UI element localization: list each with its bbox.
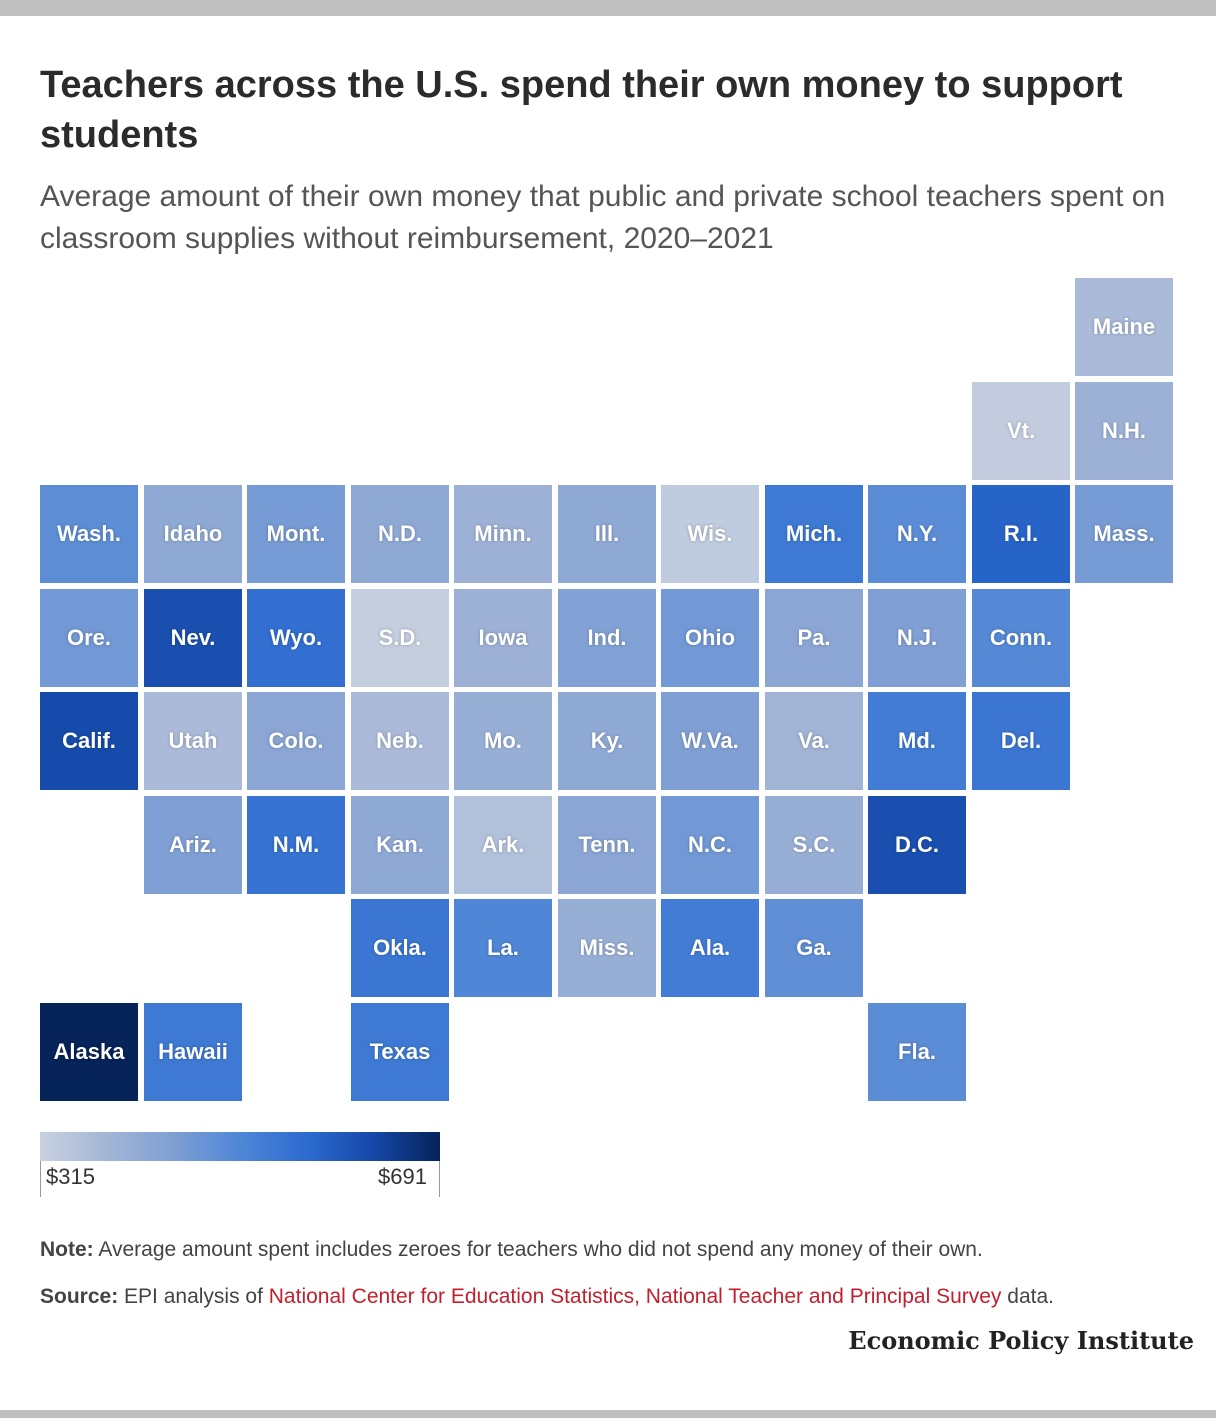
state-tile-wyo: Wyo. — [247, 589, 345, 687]
chart-note — [40, 1236, 1190, 1264]
state-tile-r-i: R.I. — [972, 485, 1070, 583]
state-tile-n-y: N.Y. — [868, 485, 966, 583]
state-tile-neb: Neb. — [351, 692, 449, 790]
state-tile-s-c: S.C. — [765, 796, 863, 894]
state-tile-ohio: Ohio — [661, 589, 759, 687]
state-tile-n-h: N.H. — [1075, 382, 1173, 480]
state-tile-miss: Miss. — [558, 899, 656, 997]
state-tile-ariz: Ariz. — [144, 796, 242, 894]
state-tile-colo: Colo. — [247, 692, 345, 790]
state-tile-idaho: Idaho — [144, 485, 242, 583]
state-tile-s-d: S.D. — [351, 589, 449, 687]
state-tile-mich: Mich. — [765, 485, 863, 583]
state-tile-iowa: Iowa — [454, 589, 552, 687]
state-tile-n-d: N.D. — [351, 485, 449, 583]
state-tile-la: La. — [454, 899, 552, 997]
source-text-after: data. — [1001, 1285, 1054, 1308]
legend-max-label: $691 — [378, 1164, 427, 1189]
state-tile-ala: Ala. — [661, 899, 759, 997]
chart-title: Teachers across the U.S. spend their own money to support students — [40, 64, 1123, 156]
state-tile-nev: Nev. — [144, 589, 242, 687]
state-tile-del: Del. — [972, 692, 1070, 790]
state-tile-ore: Ore. — [40, 589, 138, 687]
state-tile-d-c: D.C. — [868, 796, 966, 894]
state-tile-va: Va. — [765, 692, 863, 790]
state-tile-alaska: Alaska — [40, 1003, 138, 1101]
state-tile-fla: Fla. — [868, 1003, 966, 1101]
state-tile-ky: Ky. — [558, 692, 656, 790]
state-tile-n-c: N.C. — [661, 796, 759, 894]
chart-source — [40, 1280, 1190, 1314]
state-tile-mont: Mont. — [247, 485, 345, 583]
state-tile-minn: Minn. — [454, 485, 552, 583]
color-scale-legend — [40, 1132, 440, 1161]
state-tile-hawaii: Hawaii — [144, 1003, 242, 1101]
state-tile-n-m: N.M. — [247, 796, 345, 894]
state-tile-ill: Ill. — [558, 485, 656, 583]
state-tile-wis: Wis. — [661, 485, 759, 583]
state-tile-md: Md. — [868, 692, 966, 790]
state-tile-okla: Okla. — [351, 899, 449, 997]
state-tile-maine: Maine — [1075, 278, 1173, 376]
state-tile-ga: Ga. — [765, 899, 863, 997]
note-text: Average amount spent includes zeroes for teachers who did not spend any money of their own. — [93, 1238, 983, 1261]
note-label: Note: — [40, 1238, 94, 1261]
state-tile-n-j: N.J. — [868, 589, 966, 687]
state-tile-ind: Ind. — [558, 589, 656, 687]
legend-min-tick — [40, 1161, 41, 1197]
chart-subtitle: Average amount of their own money that public and private school teachers spent on classroom supplies without reimbursement, 2020–2021 — [40, 180, 1166, 255]
state-tile-w-va: W.Va. — [661, 692, 759, 790]
legend-min-label: $315 — [46, 1164, 95, 1189]
state-tile-utah: Utah — [144, 692, 242, 790]
state-tile-kan: Kan. — [351, 796, 449, 894]
source-label: Source: — [40, 1285, 119, 1308]
bottom-border — [0, 1410, 1216, 1418]
state-tile-wash: Wash. — [40, 485, 138, 583]
state-tile-conn: Conn. — [972, 589, 1070, 687]
legend-max-tick — [439, 1161, 440, 1197]
state-tile-ark: Ark. — [454, 796, 552, 894]
state-tile-pa: Pa. — [765, 589, 863, 687]
state-tile-mass: Mass. — [1075, 485, 1173, 583]
state-tile-tenn: Tenn. — [558, 796, 656, 894]
state-tile-vt: Vt. — [972, 382, 1070, 480]
source-link[interactable]: National Center for Education Statistics, National Teacher and Principal Survey — [268, 1285, 1002, 1308]
top-border — [0, 0, 1216, 16]
publisher-brand: Economic Policy Institute — [848, 1326, 1194, 1355]
state-tile-mo: Mo. — [454, 692, 552, 790]
source-text: EPI analysis of — [118, 1285, 269, 1308]
state-tile-calif: Calif. — [40, 692, 138, 790]
state-tile-texas: Texas — [351, 1003, 449, 1101]
